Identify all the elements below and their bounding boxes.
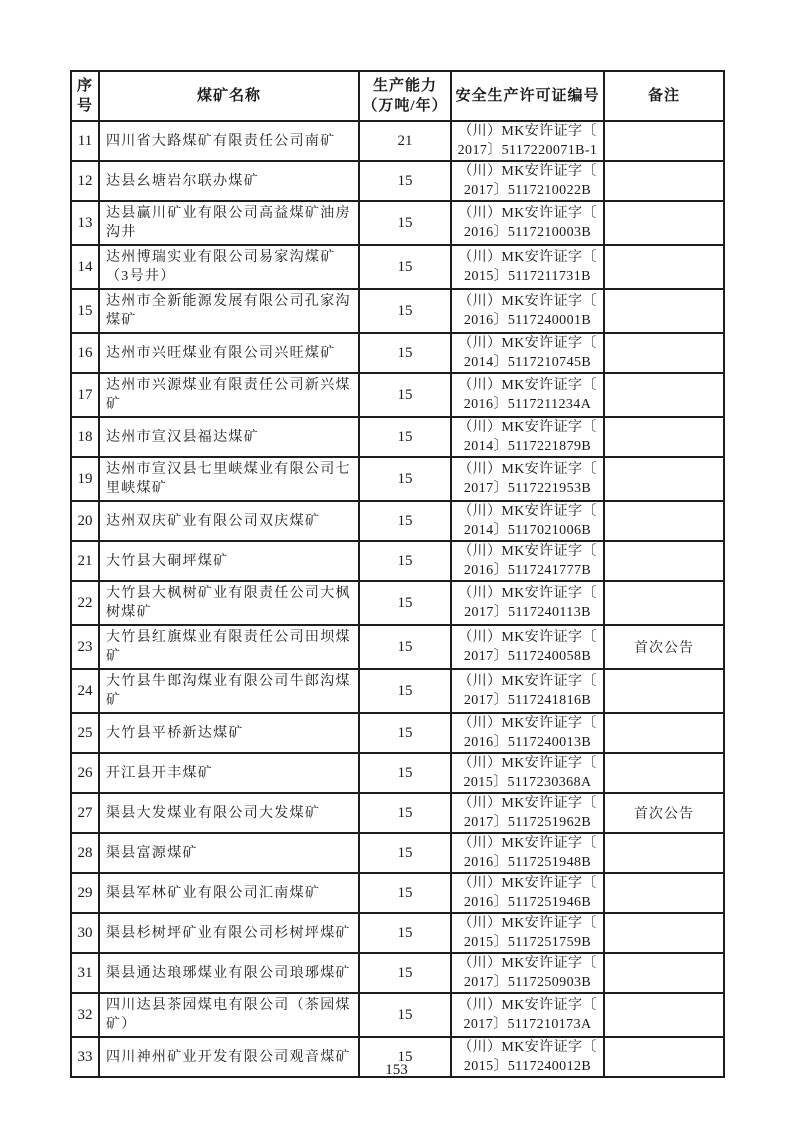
- capacity-cell: 15: [359, 793, 451, 833]
- note-cell: [604, 201, 724, 245]
- mine-name-cell: 达州博瑞实业有限公司易家沟煤矿（3号井）: [99, 245, 359, 289]
- row-index-cell: 26: [71, 753, 99, 793]
- row-index-cell: 20: [71, 501, 99, 541]
- capacity-cell: 15: [359, 1037, 451, 1077]
- table-row: [71, 713, 724, 753]
- row-index-cell: 14: [71, 245, 99, 289]
- license-cell: （川）MK安许证字〔 2017〕5117240113B: [451, 581, 604, 625]
- note-cell: [604, 245, 724, 289]
- table-row: [71, 417, 724, 457]
- note-cell: [604, 713, 724, 753]
- row-index-cell: 16: [71, 333, 99, 373]
- table-row: [71, 625, 724, 669]
- license-cell: （川）MK安许证字〔 2016〕5117240001B: [451, 289, 604, 333]
- capacity-cell: 15: [359, 457, 451, 501]
- table-row: [71, 753, 724, 793]
- note-cell: [604, 373, 724, 417]
- capacity-cell: 15: [359, 541, 451, 581]
- mine-name-cell: 达州市宣汉县福达煤矿: [99, 417, 359, 457]
- capacity-cell: 15: [359, 833, 451, 873]
- note-cell: [604, 417, 724, 457]
- header-capacity-line2: （万吨/年）: [362, 98, 448, 114]
- capacity-cell: 15: [359, 417, 451, 457]
- note-cell: [604, 161, 724, 201]
- header-note: 备注: [604, 71, 724, 121]
- note-cell: [604, 333, 724, 373]
- capacity-cell: 15: [359, 873, 451, 913]
- mine-name-cell: 渠县杉树坪矿业有限公司杉树坪煤矿: [99, 913, 359, 953]
- row-index-cell: 24: [71, 669, 99, 713]
- mine-name-cell: 达州市兴源煤业有限责任公司新兴煤矿: [99, 373, 359, 417]
- mine-name-cell: 渠县通达琅琊煤业有限公司琅琊煤矿: [99, 953, 359, 993]
- license-cell: （川）MK安许证字〔 2015〕5117240012B: [451, 1037, 604, 1077]
- table-row: [71, 669, 724, 713]
- mine-name-cell: 达州市兴旺煤业有限公司兴旺煤矿: [99, 333, 359, 373]
- capacity-cell: 15: [359, 625, 451, 669]
- capacity-cell: 15: [359, 913, 451, 953]
- table-row: [71, 833, 724, 873]
- row-index-cell: 30: [71, 913, 99, 953]
- row-index-cell: 29: [71, 873, 99, 913]
- license-cell: （川）MK安许证字〔 2014〕5117210745B: [451, 333, 604, 373]
- row-index-cell: 33: [71, 1037, 99, 1077]
- capacity-cell: 15: [359, 289, 451, 333]
- row-index-cell: 32: [71, 993, 99, 1037]
- license-cell: （川）MK安许证字〔 2017〕5117210173A: [451, 993, 604, 1037]
- note-cell: [604, 669, 724, 713]
- table-body: [71, 121, 724, 1077]
- license-cell: （川）MK安许证字〔 2017〕5117250903B: [451, 953, 604, 993]
- row-index-cell: 25: [71, 713, 99, 753]
- note-cell: [604, 457, 724, 501]
- table-row: [71, 289, 724, 333]
- mine-name-cell: 渠县军林矿业有限公司汇南煤矿: [99, 873, 359, 913]
- row-index-cell: 23: [71, 625, 99, 669]
- row-index-cell: 12: [71, 161, 99, 201]
- page-number: 153: [385, 1062, 408, 1078]
- header-row: [71, 71, 724, 121]
- license-cell: （川）MK安许证字〔 2016〕5117240013B: [451, 713, 604, 753]
- table-row: [71, 201, 724, 245]
- mine-name-cell: 大竹县平桥新达煤矿: [99, 713, 359, 753]
- row-index-cell: 15: [71, 289, 99, 333]
- mine-name-cell: 达州市全新能源发展有限公司孔家沟煤矿: [99, 289, 359, 333]
- coal-mine-license-table: [70, 70, 725, 1078]
- row-index-cell: 11: [71, 121, 99, 161]
- mine-name-cell: 大竹县红旗煤业有限责任公司田坝煤矿: [99, 625, 359, 669]
- mine-name-cell: 四川达县茶园煤电有限公司（茶园煤矿）: [99, 993, 359, 1037]
- capacity-cell: 15: [359, 161, 451, 201]
- table-row: [71, 373, 724, 417]
- capacity-cell: 15: [359, 713, 451, 753]
- table-row: [71, 873, 724, 913]
- note-cell: [604, 993, 724, 1037]
- note-cell: [604, 913, 724, 953]
- license-cell: （川）MK安许证字〔 2017〕5117241816B: [451, 669, 604, 713]
- mine-name-cell: 四川省大路煤矿有限责任公司南矿: [99, 121, 359, 161]
- license-cell: （川）MK安许证字〔 2017〕5117220071B-1: [451, 121, 604, 161]
- table-row: [71, 245, 724, 289]
- table-row: [71, 913, 724, 953]
- mine-name-cell: 达州市宣汉县七里峡煤业有限公司七里峡煤矿: [99, 457, 359, 501]
- row-index-cell: 31: [71, 953, 99, 993]
- table-row: [71, 161, 724, 201]
- license-cell: （川）MK安许证字〔 2017〕5117240058B: [451, 625, 604, 669]
- mine-name-cell: 大竹县大硐坪煤矿: [99, 541, 359, 581]
- note-cell: [604, 289, 724, 333]
- license-cell: （川）MK安许证字〔 2017〕5117210022B: [451, 161, 604, 201]
- license-cell: （川）MK安许证字〔 2014〕5117021006B: [451, 501, 604, 541]
- note-cell: [604, 121, 724, 161]
- row-index-cell: 17: [71, 373, 99, 417]
- capacity-cell: 15: [359, 753, 451, 793]
- table-row: [71, 793, 724, 833]
- capacity-cell: 15: [359, 201, 451, 245]
- license-cell: （川）MK安许证字〔 2016〕5117211234A: [451, 373, 604, 417]
- note-cell: [604, 501, 724, 541]
- table-row: [71, 121, 724, 161]
- mine-name-cell: 开江县开丰煤矿: [99, 753, 359, 793]
- note-cell: [604, 873, 724, 913]
- mine-name-cell: 渠县富源煤矿: [99, 833, 359, 873]
- row-index-cell: 19: [71, 457, 99, 501]
- note-cell: [604, 833, 724, 873]
- row-index-cell: 28: [71, 833, 99, 873]
- row-index-cell: 21: [71, 541, 99, 581]
- table-row: [71, 457, 724, 501]
- capacity-cell: 21: [359, 121, 451, 161]
- table-header: [71, 71, 724, 121]
- row-index-cell: 22: [71, 581, 99, 625]
- header-capacity-line1: 生产能力: [372, 78, 437, 94]
- header-capacity: [359, 71, 451, 121]
- table-row: [71, 953, 724, 993]
- mine-name-cell: 达县赢川矿业有限公司高益煤矿油房沟井: [99, 201, 359, 245]
- license-cell: （川）MK安许证字〔 2014〕5117221879B: [451, 417, 604, 457]
- mine-name-cell: 大竹县牛郎沟煤业有限公司牛郎沟煤矿: [99, 669, 359, 713]
- mine-name-cell: 达州双庆矿业有限公司双庆煤矿: [99, 501, 359, 541]
- license-cell: （川）MK安许证字〔 2016〕5117241777B: [451, 541, 604, 581]
- license-cell: （川）MK安许证字〔 2016〕5117210003B: [451, 201, 604, 245]
- header-mine-name: 煤矿名称: [99, 71, 359, 121]
- mine-name-cell: 大竹县大枫树矿业有限责任公司大枫树煤矿: [99, 581, 359, 625]
- header-index: 序号: [71, 71, 99, 121]
- header-license: 安全生产许可证编号: [451, 71, 604, 121]
- note-cell: 首次公告: [604, 793, 724, 833]
- capacity-cell: 15: [359, 581, 451, 625]
- license-cell: （川）MK安许证字〔 2015〕5117211731B: [451, 245, 604, 289]
- license-cell: （川）MK安许证字〔 2016〕5117251948B: [451, 833, 604, 873]
- note-cell: 首次公告: [604, 625, 724, 669]
- capacity-cell: 15: [359, 373, 451, 417]
- table-row: [71, 581, 724, 625]
- capacity-cell: 15: [359, 669, 451, 713]
- capacity-cell: 15: [359, 993, 451, 1037]
- license-cell: （川）MK安许证字〔 2016〕5117251946B: [451, 873, 604, 913]
- capacity-cell: 15: [359, 245, 451, 289]
- note-cell: [604, 953, 724, 993]
- license-cell: （川）MK安许证字〔 2015〕5117251759B: [451, 913, 604, 953]
- mine-name-cell: 渠县大发煤业有限公司大发煤矿: [99, 793, 359, 833]
- capacity-cell: 15: [359, 953, 451, 993]
- license-cell: （川）MK安许证字〔 2015〕5117230368A: [451, 753, 604, 793]
- license-cell: （川）MK安许证字〔 2017〕5117221953B: [451, 457, 604, 501]
- capacity-cell: 15: [359, 333, 451, 373]
- mine-name-cell: 四川神州矿业开发有限公司观音煤矿: [99, 1037, 359, 1077]
- table-row: [71, 501, 724, 541]
- note-cell: [604, 541, 724, 581]
- license-cell: （川）MK安许证字〔 2017〕5117251962B: [451, 793, 604, 833]
- capacity-cell: 15: [359, 501, 451, 541]
- table-row: [71, 333, 724, 373]
- note-cell: [604, 753, 724, 793]
- row-index-cell: 18: [71, 417, 99, 457]
- note-cell: [604, 581, 724, 625]
- row-index-cell: 27: [71, 793, 99, 833]
- mine-name-cell: 达县幺塘岩尔联办煤矿: [99, 161, 359, 201]
- row-index-cell: 13: [71, 201, 99, 245]
- table-row: [71, 993, 724, 1037]
- table-row: [71, 541, 724, 581]
